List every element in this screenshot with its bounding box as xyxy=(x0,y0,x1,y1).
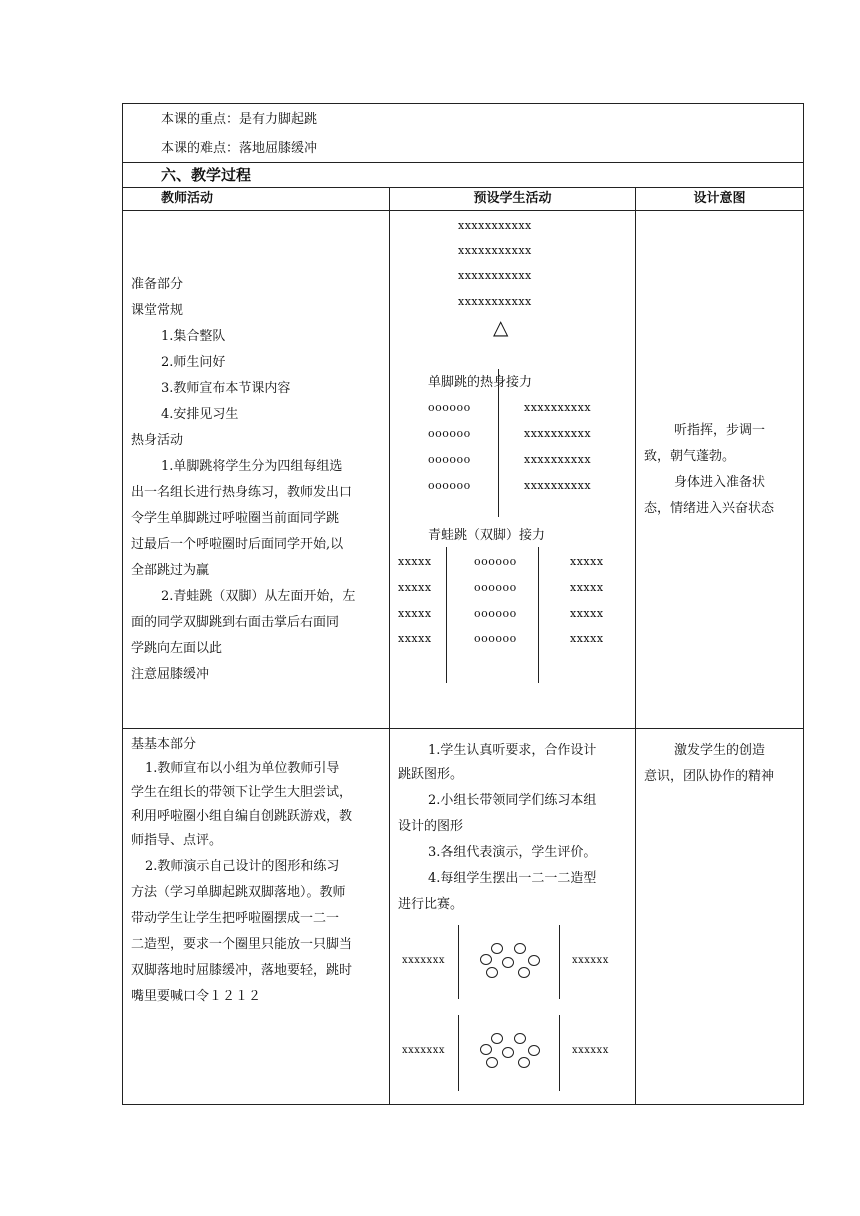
relay2-title: 青蛙跳（双脚）接力 xyxy=(428,528,546,543)
hoop-icon xyxy=(514,1033,526,1044)
prep-intent-line: 身体进入准备状 xyxy=(674,475,766,490)
hoop-icon xyxy=(486,967,498,978)
prep-line: 4.安排见习生 xyxy=(161,407,239,422)
prep-line: 注意屈膝缓冲 xyxy=(131,667,210,682)
relay1-left: oooooo xyxy=(428,479,471,492)
col-teacher-header: 教师活动 xyxy=(123,188,390,211)
hoop-icon xyxy=(491,943,503,954)
prep-line: 热身活动 xyxy=(131,433,184,448)
formation-row: xxxxxxxxxxx xyxy=(458,269,532,282)
relay1-left: oooooo xyxy=(428,401,471,414)
prep-line: 面的同学双脚跳到右面击掌后右面同 xyxy=(131,615,340,630)
relay1-right: xxxxxxxxxx xyxy=(524,401,592,414)
relay2-left: xxxxx xyxy=(398,581,432,594)
prep-line: 1.集合整队 xyxy=(161,329,226,344)
diagram2-divider-left xyxy=(458,1015,459,1091)
basic-student-line: 2.小组长带领同学们练习本组 xyxy=(428,793,597,808)
basic-line: 师指导、点评。 xyxy=(131,833,223,848)
prep-intent-line: 致，朝气蓬勃。 xyxy=(644,449,736,464)
prep-line: 过最后一个呼啦圈时后面同学开始,以 xyxy=(131,537,344,552)
basic-student-line: 设计的图形 xyxy=(398,819,464,834)
prep-line: 2.师生问好 xyxy=(161,355,226,370)
basic-line: 双脚落地时屈膝缓冲，落地要轻，跳时 xyxy=(131,963,353,978)
basic-student-line: 1.学生认真听要求，合作设计 xyxy=(428,743,597,758)
basic-line: 带动学生让学生把呼啦圈摆成一二一 xyxy=(131,911,340,926)
relay2-right: xxxxx xyxy=(570,607,604,620)
col-student-header: 预设学生活动 xyxy=(390,188,636,211)
relay1-left: oooooo xyxy=(428,453,471,466)
relay2-right: xxxxx xyxy=(570,555,604,568)
prep-teacher-cell xyxy=(123,211,390,729)
prep-intent-line: 态，情绪进入兴奋状态 xyxy=(644,501,775,516)
hoop-icon xyxy=(528,955,540,966)
relay2-mid: oooooo xyxy=(474,632,517,645)
hoop-icon xyxy=(491,1033,503,1044)
diagram2-right: xxxxxx xyxy=(572,1045,609,1056)
prep-line: 学跳向左面以此 xyxy=(131,641,223,656)
basic-intent-line: 激发学生的创造 xyxy=(674,743,766,758)
hoop-icon xyxy=(518,1057,530,1068)
diagram2-divider-right xyxy=(559,1015,560,1091)
basic-line: 利用呼啦圈小组自编自创跳跃游戏，教 xyxy=(131,809,353,824)
prep-line: 出一名组长进行热身练习，教师发出口 xyxy=(131,485,353,500)
hoop-icon xyxy=(514,943,526,954)
teacher-triangle-icon: △ xyxy=(493,315,509,339)
prep-intent-line: 听指挥，步调一 xyxy=(674,423,766,438)
basic-student-line: 4.每组学生摆出一二一二造型 xyxy=(428,871,597,886)
relay1-divider xyxy=(498,369,499,517)
relay2-divider-left xyxy=(446,547,447,683)
prep-student-cell xyxy=(390,211,636,729)
relay1-right: xxxxxxxxxx xyxy=(524,453,592,466)
basic-student-line: 进行比赛。 xyxy=(398,897,464,912)
relay2-left: xxxxx xyxy=(398,632,432,645)
basic-teacher-cell xyxy=(123,729,390,1105)
basic-intent-line: 意识，团队协作的精神 xyxy=(644,769,775,784)
formation-row: xxxxxxxxxxx xyxy=(458,244,532,257)
focus-cell xyxy=(123,104,804,163)
hoop-icon xyxy=(502,957,514,968)
hoop-icon xyxy=(502,1047,514,1058)
hoop-icon xyxy=(480,1044,492,1055)
diagram1-divider-left xyxy=(458,925,459,999)
prep-line: 课堂常规 xyxy=(131,303,184,318)
basic-student-line: 3.各组代表演示，学生评价。 xyxy=(428,845,597,860)
difficulty: 本课的难点：落地屈膝缓冲 xyxy=(161,141,318,156)
basic-line: 2.教师演示自己设计的图形和练习 xyxy=(145,859,340,874)
relay1-left: oooooo xyxy=(428,427,471,440)
relay2-divider-right xyxy=(538,547,539,683)
hoop-icon xyxy=(480,954,492,965)
relay2-right: xxxxx xyxy=(570,581,604,594)
basic-student-cell xyxy=(390,729,636,1105)
relay2-mid: oooooo xyxy=(474,607,517,620)
diagram1-divider-right xyxy=(559,925,560,999)
relay2-mid: oooooo xyxy=(474,581,517,594)
formation-row: xxxxxxxxxxx xyxy=(458,295,532,308)
basic-title: 基基本部分 xyxy=(131,737,197,752)
relay1-title: 单脚跳的热身接力 xyxy=(428,375,533,390)
basic-intent-cell xyxy=(636,729,804,1105)
prep-intent-cell xyxy=(636,211,804,729)
prep-line: 令学生单脚跳过呼啦圈当前面同学跳 xyxy=(131,511,340,526)
diagram1-right: xxxxxx xyxy=(572,955,609,966)
prep-line: 3.教师宣布本节课内容 xyxy=(161,381,291,396)
formation-row: xxxxxxxxxxx xyxy=(458,219,532,232)
basic-line: 1.教师宣布以小组为单位教师引导 xyxy=(145,761,340,776)
prep-line: 2.青蛙跳（双脚）从左面开始，左 xyxy=(161,589,356,604)
diagram2-left: xxxxxxx xyxy=(402,1045,445,1056)
prep-title: 准备部分 xyxy=(131,277,184,292)
lesson-table xyxy=(122,103,804,1105)
relay2-left: xxxxx xyxy=(398,555,432,568)
prep-line: 全部跳过为赢 xyxy=(131,563,210,578)
relay2-left: xxxxx xyxy=(398,607,432,620)
relay1-right: xxxxxxxxxx xyxy=(524,427,592,440)
basic-line: 嘴里要喊口令１２１２ xyxy=(131,989,262,1004)
basic-line: 方法（学习单脚起跳双脚落地）。教师 xyxy=(131,885,346,900)
hoop-icon xyxy=(518,967,530,978)
col-intent-header: 设计意图 xyxy=(636,188,804,211)
relay2-mid: oooooo xyxy=(474,555,517,568)
basic-student-line: 跳跃图形。 xyxy=(398,767,464,782)
section-title: 六、教学过程 xyxy=(123,163,804,188)
prep-line: 1.单脚跳将学生分为四组每组选 xyxy=(161,459,343,474)
hoop-icon xyxy=(486,1057,498,1068)
basic-line: 学生在组长的带领下让学生大胆尝试， xyxy=(131,785,353,800)
basic-line: 二造型，要求一个圈里只能放一只脚当 xyxy=(131,937,353,952)
relay1-right: xxxxxxxxxx xyxy=(524,479,592,492)
hoop-icon xyxy=(528,1045,540,1056)
diagram1-left: xxxxxxx xyxy=(402,955,445,966)
key-point: 本课的重点：是有力脚起跳 xyxy=(161,112,318,127)
relay2-right: xxxxx xyxy=(570,632,604,645)
